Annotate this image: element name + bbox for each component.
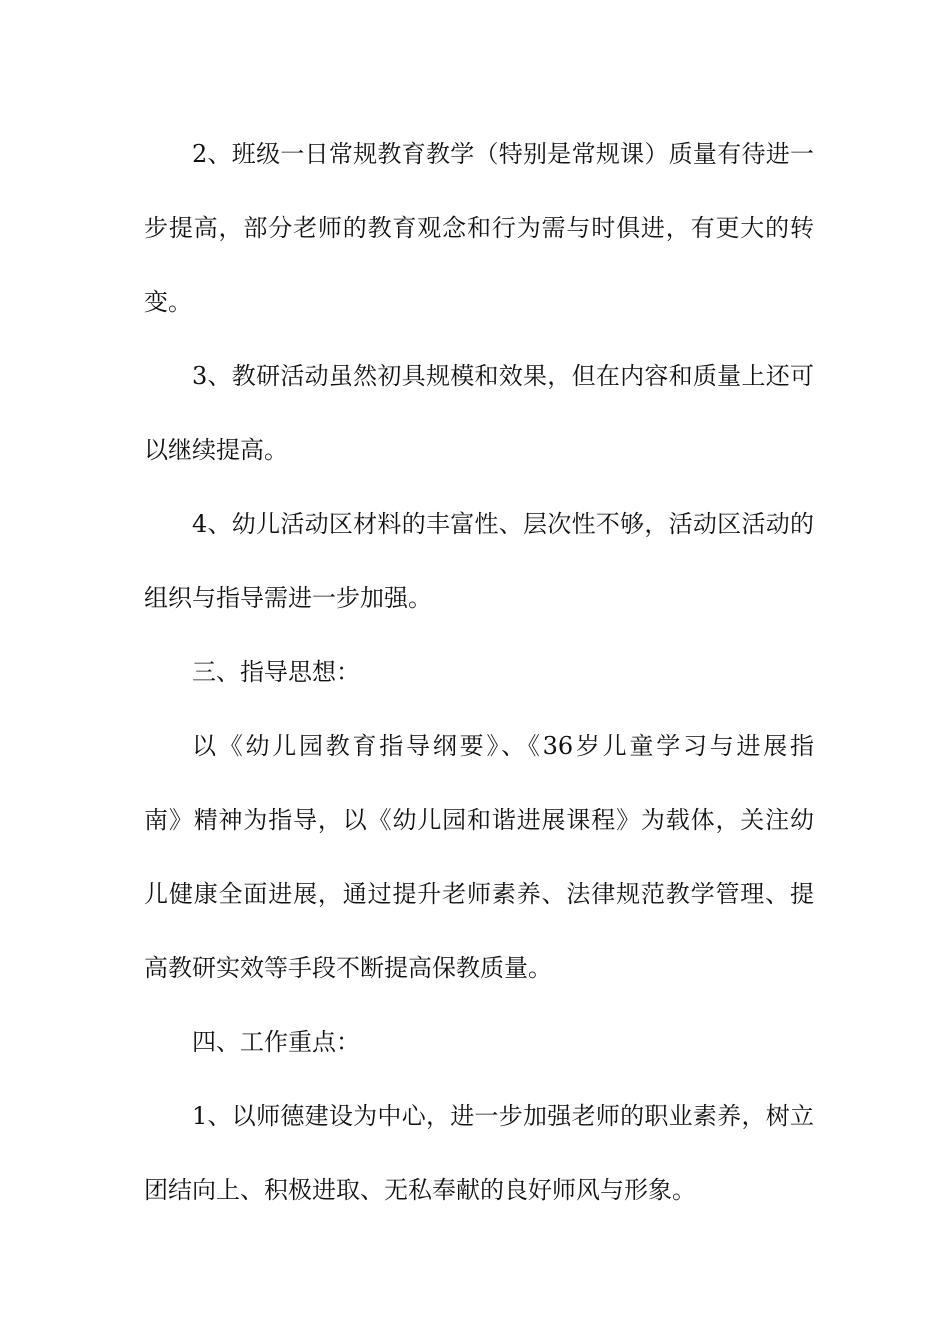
paragraph-4-line-2: 组织与指导需进一步加强。 <box>144 584 432 612</box>
paragraph-3-line-1: 3、教研活动虽然初具规模和效果，但在内容和质量上还可 <box>192 362 814 390</box>
focus-item-1-line-1: 1、以师德建设为中心，进一步加强老师的职业素养，树立 <box>192 1102 814 1130</box>
guiding-paragraph-line-2: 南》精神为指导，以《幼儿园和谐进展课程》为载体，关注幼 <box>144 806 814 834</box>
paragraph-2-line-1: 2、班级一日常规教育教学（特别是常规课）质量有待进一 <box>192 140 814 168</box>
paragraph-2-line-2: 步提高，部分老师的教育观念和行为需与时俱进，有更大的转 <box>144 214 814 242</box>
focus-item-1-line-2: 团结向上、积极进取、无私奉献的良好师风与形象。 <box>144 1176 696 1204</box>
paragraph-2-line-3: 变。 <box>144 288 192 316</box>
section-heading-work-focus: 四、工作重点： <box>192 1028 360 1056</box>
paragraph-3-line-2: 以继续提高。 <box>144 436 288 464</box>
guiding-paragraph-line-1: 以《幼儿园教育指导纲要》、《36岁儿童学习与进展指 <box>192 732 814 760</box>
section-heading-guiding-ideology: 三、指导思想： <box>192 658 360 686</box>
guiding-paragraph-line-3: 儿健康全面进展，通过提升老师素养、法律规范教学管理、提 <box>144 880 814 908</box>
guiding-paragraph-line-4: 高教研实效等手段不断提高保教质量。 <box>144 954 552 982</box>
paragraph-4-line-1: 4、幼儿活动区材料的丰富性、层次性不够，活动区活动的 <box>192 510 814 538</box>
